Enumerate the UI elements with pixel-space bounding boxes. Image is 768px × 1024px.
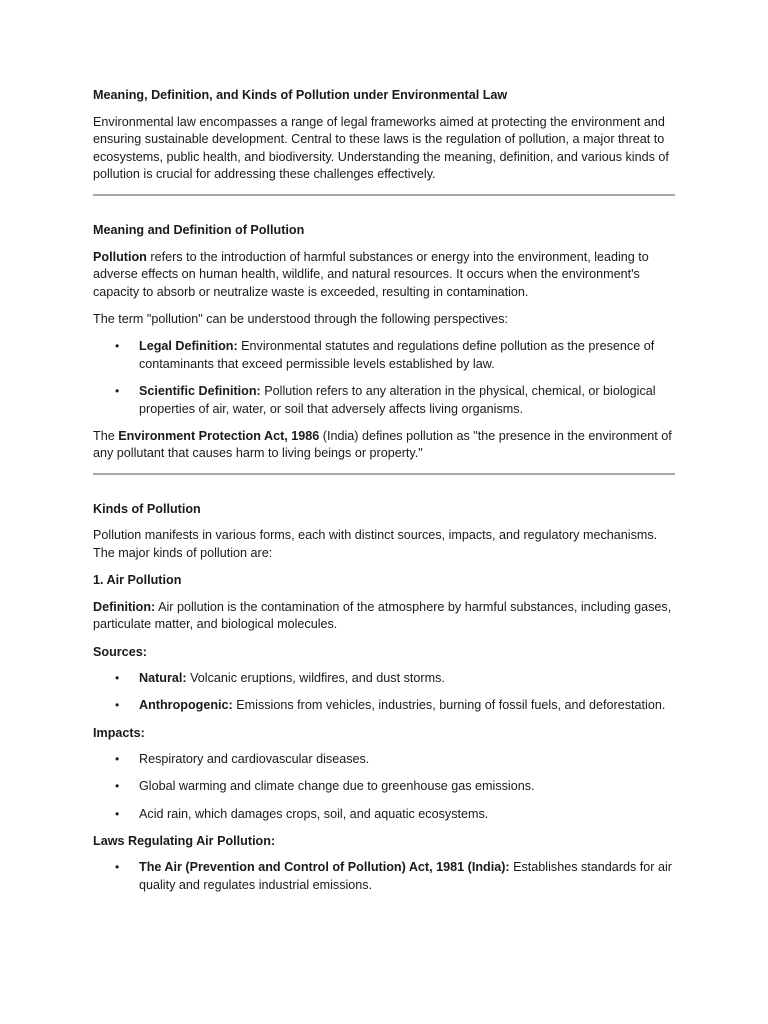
list-item-text: Pollution refers to any alteration in the physical, chemical, or biological properties of air, water, or soil that adversely affects living organisms.: [139, 383, 656, 416]
impacts-heading: Impacts:: [93, 725, 145, 740]
list-item-term: The Air (Prevention and Control of Pollution) Act, 1981 (India):: [139, 860, 510, 875]
list-item-term: Legal Definition:: [139, 339, 238, 354]
document-body: [93, 87, 678, 904]
epa-prefix: The: [93, 428, 119, 443]
list-item-term: Natural:: [139, 671, 187, 686]
perspectives-intro: The term "pollution" can be understood through the following perspectives:: [93, 311, 508, 326]
definition-term: Definition:: [93, 599, 156, 614]
air-definition-paragraph: [93, 599, 678, 634]
definition-text: Air pollution is the contamination of the atmosphere by harmful substances, including gases, particulate matter, and biological molecules.: [93, 599, 672, 632]
list-item: [93, 778, 678, 796]
impacts-list: [93, 751, 678, 823]
pollution-term: Pollution: [93, 249, 147, 264]
horizontal-rule: [93, 194, 675, 196]
bullet-icon: •: [115, 779, 120, 794]
bullet-icon: •: [115, 860, 120, 875]
list-item: [93, 383, 678, 418]
sources-list: [93, 670, 678, 715]
epa-term: Environment Protection Act, 1986: [118, 428, 320, 443]
bullet-icon: •: [115, 698, 120, 713]
epa-text: (India) defines pollution as "the presence in the environment of any pollutant that causes harm to living beings or property.": [93, 428, 672, 461]
pollution-definition-paragraph: [93, 249, 678, 302]
list-item-text: Volcanic eruptions, wildfires, and dust storms.: [186, 671, 445, 686]
list-item: [93, 670, 678, 688]
list-item: [93, 751, 678, 769]
list-item-text: Environmental statutes and regulations define pollution as the presence of contaminants that exceed permissible levels established by law.: [139, 339, 655, 371]
section-heading-kinds: Kinds of Pollution: [93, 501, 201, 516]
list-item: [93, 697, 678, 715]
pollution-text: refers to the introduction of harmful substances or energy into the environment, leading to adverse effects on human health, wildlife, and natural resources. It occurs when the environment's capacity to absorb or neutralize waste is exceeded, resulting in contamination.: [93, 249, 649, 299]
list-item: [93, 859, 678, 894]
list-item-text: Establishes standards for air quality and regulates industrial emissions.: [139, 860, 672, 892]
intro-paragraph: Environmental law encompasses a range of legal frameworks aimed at protecting the environment and ensuring sustainable development. Central to these laws is the regulation of pollution, a major threat to ecosystems, public health, and biodiversity. Understanding the meaning, definition, and various kinds of pollution is crucial for addressing these challenges effectively.: [93, 114, 669, 182]
document-title: Meaning, Definition, and Kinds of Pollution under Environmental Law: [93, 88, 508, 102]
horizontal-rule: [93, 473, 675, 475]
list-item: [93, 806, 678, 824]
bullet-icon: •: [115, 383, 120, 398]
list-item-term: Scientific Definition:: [139, 383, 261, 398]
laws-heading: Laws Regulating Air Pollution:: [93, 833, 276, 848]
list-item: [93, 338, 678, 373]
laws-list: [93, 859, 678, 894]
list-item-text: Respiratory and cardiovascular diseases.: [139, 752, 370, 767]
perspectives-list: [93, 338, 678, 418]
list-item-text: Emissions from vehicles, industries, burning of fossil fuels, and deforestation.: [232, 698, 666, 713]
list-item-text: Global warming and climate change due to greenhouse gas emissions.: [139, 779, 535, 794]
bullet-icon: •: [115, 671, 120, 686]
list-item-text: Acid rain, which damages crops, soil, and aquatic ecosystems.: [139, 806, 489, 821]
kinds-intro: Pollution manifests in various forms, each with distinct sources, impacts, and regulatory mechanisms. The major kinds of pollution are:: [93, 528, 658, 561]
sources-heading: Sources:: [93, 644, 147, 659]
bullet-icon: •: [115, 752, 120, 767]
epa-paragraph: [93, 428, 678, 463]
subheading-air-pollution: 1. Air Pollution: [93, 573, 182, 588]
bullet-icon: •: [115, 339, 120, 354]
list-item-term: Anthropogenic:: [139, 698, 233, 713]
section-heading-meaning: Meaning and Definition of Pollution: [93, 222, 305, 237]
bullet-icon: •: [115, 806, 120, 821]
